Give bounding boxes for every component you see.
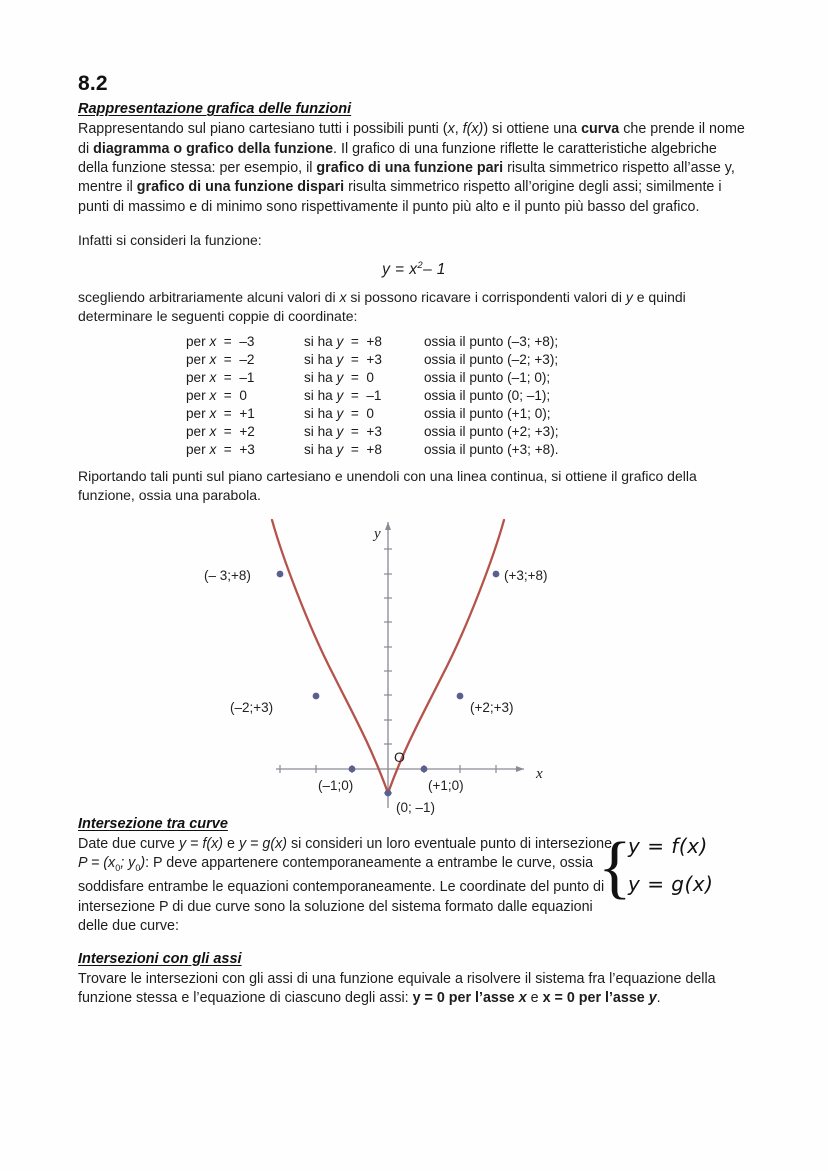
point-value: (+3; +8). [507,442,559,458]
axes-bold-1-var: x [518,990,527,1007]
after-text-3: e quindi determinare le seguenti coppie di coordinate: [78,288,686,325]
intro-paragraph [78,120,750,217]
cell-siha [304,351,424,369]
cell-ossia [424,351,634,369]
per-label: per [186,388,206,404]
data-point [385,789,392,796]
x-value: –3 [239,334,255,350]
equals: = [350,406,359,422]
table-row [186,333,634,351]
ossia-label: ossia il punto [424,388,504,404]
eq-x: x [409,260,418,278]
point-value: (+1; 0); [507,406,551,422]
axes-bold-1-text: y = 0 per l’asse [412,990,519,1007]
x-var: x [209,370,217,386]
cell-siha [304,405,424,423]
chapter-number: 8.2 [78,72,108,95]
intersection-body [78,835,618,937]
siha-label: si ha [304,388,333,404]
int-text-2: si consideri un loro eventuale punto di intersezione [287,835,613,852]
cell-ossia [424,333,634,351]
per-label: per [186,442,206,458]
after-text-1: scegliendo arbitrariamente alcuni valori di [78,288,340,305]
int-sub-0b: 0 [135,863,141,874]
per-label: per [186,406,206,422]
parabola-chart [78,516,750,816]
per-label: per [186,424,206,440]
parabola-svg [78,516,750,816]
x-axis [276,765,524,773]
intro-bold-curva: curva [581,121,620,138]
system-of-equations [598,828,750,914]
y-axis-label: y [374,525,381,542]
y-var: y [336,424,344,440]
eq-y: y [382,260,391,278]
x-var: x [209,334,217,350]
intro-text-6: risulta simmetrico rispetto all’origine degli assi; similmente i punti di massimo e di minimo sono rispettivamente il punto più alto e il punto più basso del grafico. [78,179,722,215]
x-var: x [209,406,217,422]
after-text-2: si possono ricavare i corrispondenti valori di [346,288,626,305]
y-value: –1 [366,388,382,404]
y-value: 0 [366,370,374,386]
equals: = [223,424,232,440]
cell-siha [304,441,424,459]
y-value: +3 [366,352,382,368]
coordinate-table [186,333,634,459]
int-sub-0a: 0 [115,863,121,874]
intro-bold-diagramma: diagramma o grafico della funzione [93,140,334,157]
point-label-m3: (– 3;+8) [204,567,251,583]
example-after-text [78,288,750,327]
y-value: +8 [366,334,382,350]
siha-label: si ha [304,424,333,440]
x-value: +1 [239,406,255,422]
point-value: (–1; 0); [507,370,551,386]
int-p: P = (x [78,855,116,872]
y-var: y [336,352,344,368]
data-point [277,570,284,577]
point-label-p1: (+1;0) [428,777,464,793]
point-value: (–2; +3); [507,352,559,368]
intro-var-x: x [447,121,455,138]
equals: = [223,334,232,350]
intro-sep: , [454,121,463,138]
axes-tail: . [656,990,661,1007]
x-var: x [209,388,217,404]
cell-per [186,387,304,405]
point-label-m1: (–1;0) [318,777,354,793]
ossia-label: ossia il punto [424,424,504,440]
point-value: (–3; +8); [507,334,559,350]
x-var: x [209,352,217,368]
axes-mid: e [526,990,543,1007]
system-brace: { [598,828,632,906]
equals: = [223,370,232,386]
point-label-p2: (+2;+3) [470,699,514,715]
equals: = [350,334,359,350]
page-content [78,72,750,1008]
after-var-y: y [625,288,633,305]
intro-bold-dispari: grafico di una funzione dispari [136,179,345,196]
data-point [421,765,428,772]
x-value: +2 [239,424,255,440]
x-var: x [209,442,217,458]
axes-bold-2-var: y [648,990,657,1007]
example-lead-in: Infatti si consideri la funzione: [78,232,262,249]
table-row [186,423,634,441]
int-p2: ; y [120,855,136,872]
siha-label: si ha [304,352,333,368]
point-label-m2: (–2;+3) [230,699,274,715]
axes-bold-1 [413,990,527,1006]
cell-siha [304,369,424,387]
cell-siha [304,423,424,441]
intro-fx: f(x) [462,121,484,138]
y-value: 0 [366,406,374,422]
equals: = [223,352,232,368]
intersection-title: Intersezione tra curve [78,815,228,832]
ossia-label: ossia il punto [424,352,504,368]
y-var: y [336,442,344,458]
int-text-3: : P deve appartenere contemporaneamente a entrambe le curve, ossia soddisfare entrambe le equazioni contemporaneamente. Le coordinate del punto di intersezione P di due curve sono la soluzione del sistema formato dalle equazioni delle due curve: [78,855,605,935]
y-value: +8 [366,442,382,458]
int-and: e [223,835,239,852]
siha-label: si ha [304,370,333,386]
cell-ossia [424,387,634,405]
cell-siha [304,333,424,351]
after-var-x: x [339,288,347,305]
cell-per [186,351,304,369]
data-point [493,570,500,577]
example-closing-text: Riportando tali punti sul piano cartesiano e unendoli con una linea continua, si ottiene il grafico della funzione, ossia una parabola. [78,467,697,504]
cell-ossia [424,405,634,423]
data-point [349,765,356,772]
cell-per [186,333,304,351]
point-label-p3: (+3;+8) [504,567,548,583]
y-var: y [336,388,344,404]
axes-intersection-section [78,951,750,1009]
cell-ossia [424,369,634,387]
equals: = [223,442,232,458]
system-equation-1: y = f(x) [628,833,708,858]
cell-ossia [424,423,634,441]
origin-label: O [394,748,405,765]
x-var: x [209,424,217,440]
siha-label: si ha [304,334,333,350]
x-value: –1 [239,370,255,386]
y-var: y [336,334,344,350]
axes-body [78,970,750,1009]
table-row [186,387,634,405]
table-row [186,351,634,369]
table-row [186,405,634,423]
axes-text-1: Trovare le intersezioni con gli assi di una funzione equivale a risolvere il sistema fra l’equazione della funzione stessa e l’equazione di ciascuno degli assi: [78,970,716,1007]
system-equation-2: y = g(x) [628,871,714,896]
data-point [313,692,320,699]
ossia-label: ossia il punto [424,334,504,350]
per-label: per [186,370,206,386]
per-label: per [186,334,206,350]
intro-text-3: che prende il nome di [78,121,745,157]
ossia-label: ossia il punto [424,406,504,422]
y-value: +3 [366,424,382,440]
eq-equals: = [395,260,405,278]
y-var: y [336,406,344,422]
cell-per [186,405,304,423]
intersection-section [78,816,750,937]
eq-tail: – 1 [423,260,446,278]
equals: = [223,388,232,404]
coordinate-table-body [186,333,634,459]
cell-ossia [424,441,634,459]
siha-label: si ha [304,406,333,422]
per-label: per [186,352,206,368]
int-fx: y = f(x) [178,835,224,852]
data-point [457,692,464,699]
display-equation [78,260,750,279]
equals: = [223,406,232,422]
point-value: (+2; +3); [507,424,559,440]
equals: = [350,370,359,386]
ossia-label: ossia il punto [424,442,504,458]
x-value: +3 [239,442,255,458]
x-value: 0 [239,388,247,404]
y-var: y [336,370,344,386]
point-label-zero: (0; –1) [396,799,436,815]
axes-bold-2 [543,990,657,1006]
intro-text-1: Rappresentando sul piano cartesiano tutti i possibili punti ( [78,121,448,138]
cell-per [186,441,304,459]
equals: = [350,388,359,404]
intro-bold-pari: grafico di una funzione pari [316,159,504,176]
table-row [186,441,634,459]
eq-exponent: 2 [417,259,424,271]
int-text-1: Date due curve [78,835,179,852]
equals: = [350,352,359,368]
axes-title: Intersezioni con gli assi [78,950,242,967]
int-gx: y = g(x) [238,835,288,852]
intro-text-4: . Il grafico di una funzione riflette le caratteristiche algebriche della funzione stessa: per esempio, il [78,140,717,176]
cell-per [186,423,304,441]
equals: = [350,424,359,440]
cell-siha [304,387,424,405]
table-row [186,369,634,387]
int-p3: ) [140,855,146,872]
section-title: Rappresentazione grafica delle funzioni [78,101,352,118]
y-axis [384,522,392,808]
ossia-label: ossia il punto [424,370,504,386]
x-value: –2 [239,352,255,368]
equals: = [350,442,359,458]
cell-per [186,369,304,387]
siha-label: si ha [304,442,333,458]
axes-bold-2-text: x = 0 per l’asse [542,990,649,1007]
x-axis-label: x [536,765,543,782]
point-value: (0; –1); [507,388,551,404]
intro-text-2: ) si ottiene una [483,121,582,138]
intro-text-5: risulta simmetrico rispetto all’asse y, mentre il [78,159,735,196]
